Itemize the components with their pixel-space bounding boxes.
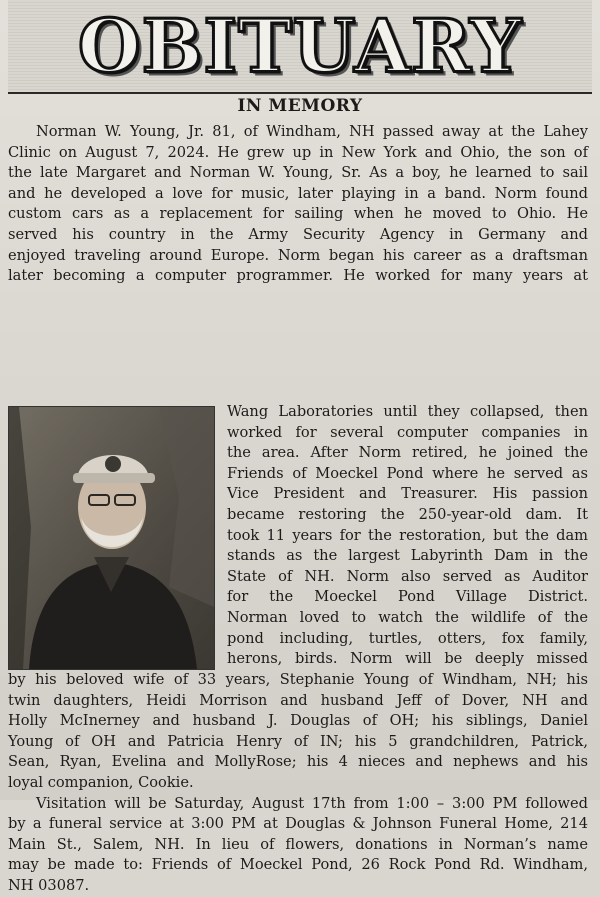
text-line: later becoming a computer programmer. He worked for many years at xyxy=(8,267,588,285)
text-line: the late Margaret and Norman W. Young, Sr. As a boy, he learned to sail xyxy=(8,164,588,182)
section-heading: IN MEMORY xyxy=(237,96,363,116)
text-line: and he developed a love for music, later playing in a band. Norm found xyxy=(8,184,588,202)
text-line: NH 03087. xyxy=(8,876,90,894)
text-line: herons, birds. Norm will be deeply missed xyxy=(227,650,588,668)
text-line: custom cars as a replacement for sailing when he moved to Ohio. He xyxy=(8,205,588,223)
masthead-title: OBITUARY xyxy=(77,2,523,89)
text-line: State of NH. Norm also served as Auditor xyxy=(227,567,588,585)
text-line: enjoyed traveling around Europe. Norm began his career as a draftsman xyxy=(8,246,588,264)
text-line: may be made to: Friends of Moeckel Pond, 26 Rock Pond Rd. Windham, xyxy=(8,856,588,874)
text-line: took 11 years for the restoration, but the dam xyxy=(227,526,588,544)
text-line: for the Moeckel Pond Village District. xyxy=(227,588,588,606)
man-in-cap-photo-icon xyxy=(9,407,214,669)
text-line: Main St., Salem, NH. In lieu of flowers, donations in Norman’s name xyxy=(8,835,588,853)
text-line: Wang Laboratories until they collapsed, then xyxy=(227,403,588,420)
text-line: by his beloved wife of 33 years, Stephanie Young of Windham, NH; his xyxy=(8,671,588,688)
text-line: Sean, Ryan, Evelina and MollyRose; his 4 nieces and nephews and his xyxy=(8,753,588,771)
text-line: Clinic on August 7, 2024. He grew up in New York and Ohio, the son of xyxy=(8,143,588,161)
text-line: served his country in the Army Security Agency in Germany and xyxy=(8,225,588,243)
text-line: Visitation will be Saturday, August 17th from 1:00 – 3:00 PM followed xyxy=(36,794,588,812)
text-line: by a funeral service at 3:00 PM at Douglas & Johnson Funeral Home, 214 xyxy=(8,815,588,833)
text-line: Young of OH and Patricia Henry of IN; his 5 grandchildren, Patrick, xyxy=(8,732,588,750)
masthead xyxy=(8,0,592,94)
text-line: worked for several computer companies in xyxy=(227,423,588,441)
text-line: Holly McInerney and husband J. Douglas of OH; his siblings, Daniel xyxy=(8,712,588,730)
text-line: stands as the largest Labyrinth Dam in the xyxy=(227,547,588,565)
text-line: Friends of Moeckel Pond where he served as xyxy=(227,464,588,482)
portrait-photo xyxy=(8,406,215,670)
text-line: Norman W. Young, Jr. 81, of Windham, NH passed away at the Lahey xyxy=(36,123,588,140)
paragraph-one-wrapped xyxy=(227,402,588,670)
text-line: Vice President and Treasurer. His passion xyxy=(227,485,588,503)
paragraph-one-bottom-and-paragraph-two xyxy=(8,670,588,897)
text-line: pond including, turtles, otters, fox family, xyxy=(227,629,588,647)
paragraph-one-top xyxy=(8,122,588,287)
text-line: Norman loved to watch the wildlife of the xyxy=(227,608,588,626)
paragraph-one-bottom xyxy=(8,670,588,794)
text-line: became restoring the 250-year-old dam. It xyxy=(227,505,588,523)
paragraph-two xyxy=(8,794,588,897)
text-line: twin daughters, Heidi Morrison and husband Jeff of Dover, NH and xyxy=(8,691,588,709)
obituary-body xyxy=(8,122,588,894)
text-line: loyal companion, Cookie. xyxy=(8,773,194,791)
text-line: the area. After Norm retired, he joined the xyxy=(227,444,588,462)
